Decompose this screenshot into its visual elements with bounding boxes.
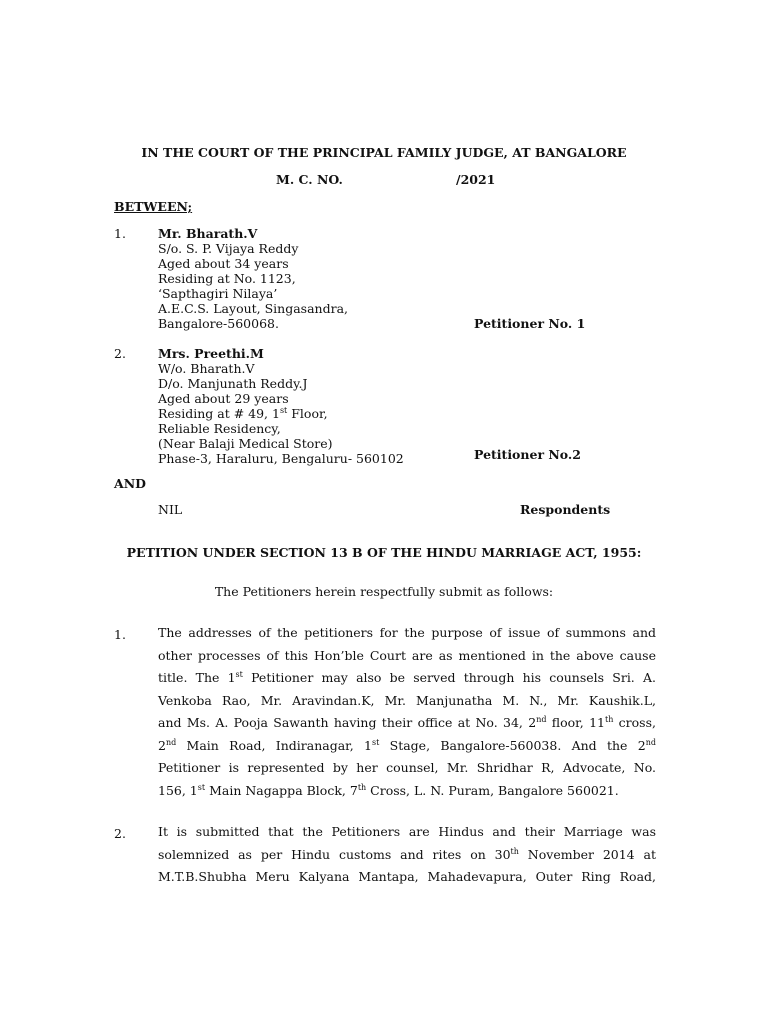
petitioner-role: Petitioner No.2 (474, 447, 581, 462)
address-line: Residing at # 49, 1st Floor, (158, 405, 328, 421)
paragraph-line: Venkoba Rao, Mr. Aravindan.K, Mr. Manjunatha M. N., Mr. Kaushik.L, (158, 692, 656, 708)
address-line: Aged about 29 years (158, 391, 289, 406)
paragraph-body (158, 821, 656, 889)
paragraph-body (158, 622, 656, 802)
address-line: W/o. Bharath.V (158, 361, 255, 376)
address-line: Residing at No. 1123, (158, 271, 296, 286)
case-year: /2021 (456, 172, 496, 187)
address-line: Reliable Residency, (158, 421, 281, 436)
petitioner-address (158, 241, 348, 331)
petitioner-name: Mr. Bharath.V (158, 226, 258, 241)
petitioner-address (158, 361, 404, 466)
petition-title: PETITION UNDER SECTION 13 B OF THE HINDU MARRIAGE ACT, 1955: (126, 545, 642, 560)
petitioner-number: 1. (114, 226, 126, 241)
paragraph-line: M.T.B.Shubha Meru Kalyana Mantapa, Mahadevapura, Outer Ring Road, (158, 869, 656, 884)
paragraph-line: It is submitted that the Petitioners are Hindus and their Marriage was (158, 824, 656, 839)
respondent-role: Respondents (520, 502, 611, 517)
paragraph-line: and Ms. A. Pooja Sawanth having their office at No. 34, 2nd floor, 11th cross, (158, 714, 656, 730)
address-line: (Near Balaji Medical Store) (158, 436, 333, 451)
address-line: Bangalore-560068. (158, 316, 279, 331)
paragraph-number: 2. (114, 826, 126, 841)
paragraph-line: 2nd Main Road, Indiranagar, 1st Stage, Bangalore-560038. And the 2nd (158, 737, 656, 753)
paragraph-line: title. The 1st Petitioner may also be served through his counsels Sri. A. (158, 669, 656, 685)
paragraph-line: 156, 1st Main Nagappa Block, 7th Cross, L. N. Puram, Bangalore 560021. (158, 782, 619, 798)
paragraph-line: other processes of this Hon’ble Court are as mentioned in the above cause (158, 647, 656, 663)
address-line: A.E.C.S. Layout, Singasandra, (158, 301, 349, 316)
intro-text: The Petitioners herein respectfully submit as follows: (214, 584, 554, 599)
between-label: BETWEEN; (114, 199, 193, 214)
paragraph-line: The addresses of the petitioners for the purpose of issue of summons and (158, 625, 656, 640)
case-number-label: M. C. NO. (276, 172, 343, 187)
address-line: Aged about 34 years (158, 256, 289, 271)
petitioner-name: Mrs. Preethi.M (158, 346, 264, 361)
paragraph-number: 1. (114, 627, 126, 642)
paragraph-line: solemnized as per Hindu customs and rites on 30th November 2014 at (158, 846, 656, 862)
respondent-name: NIL (158, 502, 183, 517)
address-line: S/o. S. P. Vijaya Reddy (158, 241, 299, 256)
petitioner-number: 2. (114, 346, 126, 361)
paragraph-line: Petitioner is represented by her counsel, Mr. Shridhar R, Advocate, No. (158, 760, 656, 775)
address-line: Phase-3, Haraluru, Bengaluru- 560102 (158, 451, 404, 466)
and-label: AND (114, 476, 146, 491)
petitioner-role: Petitioner No. 1 (474, 316, 586, 331)
court-title: IN THE COURT OF THE PRINCIPAL FAMILY JUDGE, AT BANGALORE (141, 145, 627, 160)
address-line: D/o. Manjunath Reddy.J (158, 376, 308, 391)
address-line: ‘Sapthagiri Nilaya’ (158, 286, 278, 301)
